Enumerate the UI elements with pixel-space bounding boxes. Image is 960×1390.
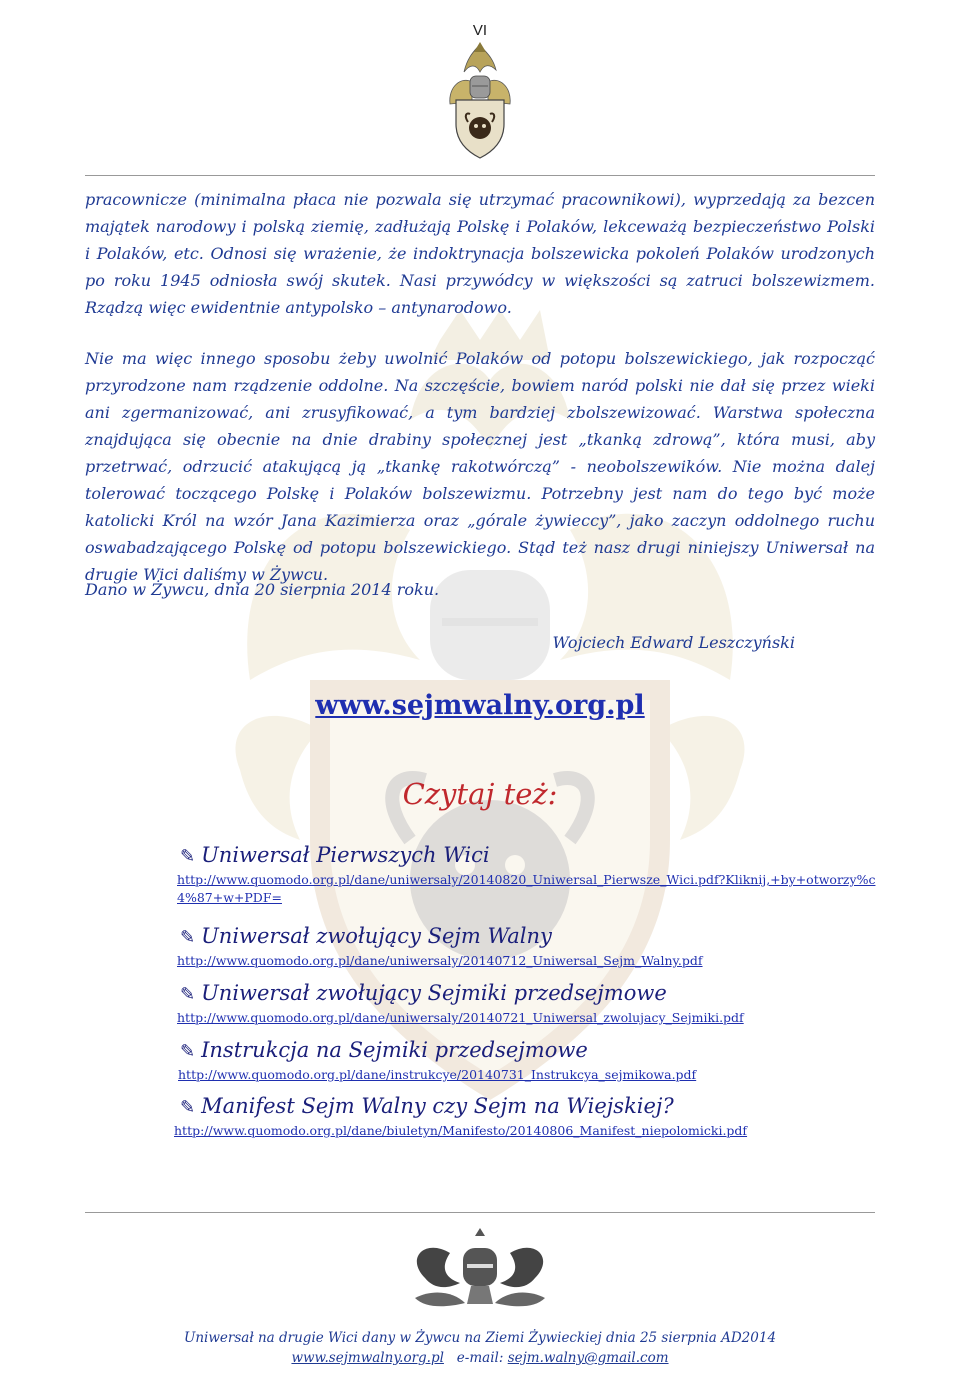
top-divider [85, 175, 875, 176]
pen-icon: ✎ [180, 984, 196, 1005]
reading-item-link[interactable]: http://www.quomodo.org.pl/dane/uniwersaly/20140820_Uniwersal_Pierwsze_Wici.pdf?Kliknij,+by+otworzy%c4%87+w+PDF= [177, 872, 876, 905]
reading-item [177, 924, 880, 970]
reading-item-link[interactable]: http://www.quomodo.org.pl/dane/uniwersaly/20140712_Uniwersal_Sejm_Walny.pdf [177, 953, 703, 968]
pen-icon: ✎ [180, 927, 196, 948]
footer-contact [0, 1350, 960, 1366]
helmet-ornament-icon [405, 1228, 555, 1313]
page-number: VI [472, 22, 488, 39]
reading-item-title: Uniwersał Pierwszych Wici [201, 843, 490, 867]
footer-caption: Uniwersał na drugie Wici dany w Żywcu na Ziemi Żywieckiej dnia 25 sierpnia AD2014 [183, 1330, 777, 1346]
date-line: Dano w Żywcu, dnia 20 sierpnia 2014 roku. [85, 580, 440, 599]
reading-item-link[interactable]: http://www.quomodo.org.pl/dane/biuletyn/Manifesto/20140806_Manifest_niepolomicki.pdf [174, 1123, 748, 1138]
reading-item-title: Manifest Sejm Walny czy Sejm na Wiejskiej? [201, 1094, 674, 1118]
coat-of-arms-icon [444, 42, 516, 162]
read-also-heading: Czytaj też: [402, 777, 558, 811]
reading-item [177, 843, 880, 907]
reading-item-link[interactable]: http://www.quomodo.org.pl/dane/instrukcye/20140731_Instrukcya_sejmikowa.pdf [178, 1067, 697, 1082]
reading-item [177, 981, 880, 1027]
footer-email-label: e-mail: [456, 1350, 504, 1366]
pen-icon: ✎ [180, 1041, 196, 1062]
reading-item [180, 1038, 880, 1084]
reading-item-title: Uniwersał zwołujący Sejm Walny [201, 924, 552, 948]
bottom-divider [85, 1212, 875, 1213]
reading-item-title: Instrukcja na Sejmiki przedsejmowe [201, 1038, 588, 1062]
signature: Wojciech Edward Leszczyński [552, 633, 795, 652]
reading-item-title: Uniwersał zwołujący Sejmiki przedsejmowe [201, 981, 667, 1005]
pen-icon: ✎ [180, 846, 196, 867]
reading-item-link[interactable]: http://www.quomodo.org.pl/dane/uniwersaly/20140721_Uniwersal_zwolujacy_Sejmiki.pdf [177, 1010, 744, 1025]
paragraph-2: Nie ma więc innego sposobu żeby uwolnić Polaków od potopu bolszewickiego, jak rozpocząć przyrodzone nam rządzenie oddolne. Na szczęście, bowiem naród polski nie dał się przez wieki ani zgermanizować, ani zrusyfikować, a tym bardziej zbolszewizować. Warstwa społeczna znajdująca się obecnie na dnie drabiny społecznej jest „tkanką zdrową”, która musi, aby przetrwać, odrzucić atakującą ją „tkankę rakotwórczą” - neobolszewików. Nie można dalej tolerować toczącego Polskę i Polaków bolszewizmu. Potrzebny jest nam do tego być może katolicki Król na wzór Jana Kazimierza oraz „górale żywieccy”, jako zaczyn oddolnego ruchu oswabadzającego Polskę od potopu bolszewickiego. Stąd też nasz drugi niniejszy Uniwersał na drugie Wici daliśmy w Żywcu. [85, 349, 875, 584]
website-link[interactable]: www.sejmwalny.org.pl [315, 690, 645, 721]
paragraph-1: pracownicze (minimalna płaca nie pozwala się utrzymać pracownikowi), wyprzedają za bezcen majątek narodowy i polską ziemię, zadłużają Polskę i Polaków, lekceważą bezpieczeństwo Polski i Polaków, etc. Odnosi się wrażenie, że indoktrynacja bolszewicka pokoleń Polaków urodzonych po roku 1945 odniosła swój skutek. Nasi przywódcy w większości są zatruci bolszewizmem. Rządzą więc ewidentnie antypolsko – antynarodowo. [85, 190, 875, 317]
footer-email-link[interactable]: sejm.walny@gmail.com [507, 1350, 669, 1366]
pen-icon: ✎ [180, 1097, 196, 1118]
footer-website-link[interactable]: www.sejmwalny.org.pl [291, 1350, 444, 1366]
reading-item [174, 1094, 880, 1140]
